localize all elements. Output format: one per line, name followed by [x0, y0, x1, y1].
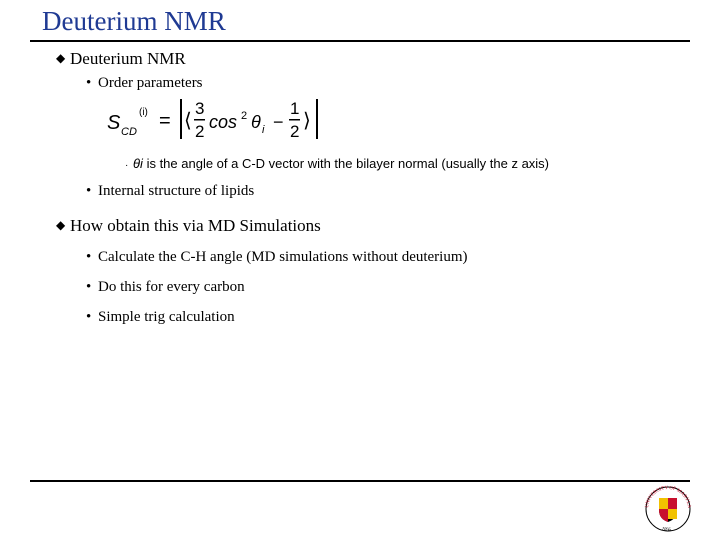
formula-lhs: S — [107, 112, 121, 134]
dot-bullet-icon: • — [86, 309, 92, 325]
fraction2-numerator: 1 — [290, 99, 300, 118]
bullet-text: Deuterium NMR — [70, 49, 186, 68]
bullet-level3 — [125, 157, 549, 171]
fraction2-line — [289, 119, 300, 121]
dot-bullet-icon: • — [86, 279, 92, 295]
small-dot-bullet-icon: · — [125, 160, 129, 171]
bullet-text: How obtain this via MD Simulations — [70, 216, 321, 235]
bullet-text: Do this for every carbon — [98, 279, 245, 295]
bullet-level2 — [86, 250, 468, 265]
bullet-level2 — [86, 280, 245, 295]
theta-symbol: θi — [133, 156, 143, 171]
logo-year: 1856 — [660, 526, 672, 532]
fraction2-denominator: 2 — [290, 122, 300, 141]
dot-bullet-icon: • — [86, 183, 92, 199]
bullet-level2 — [86, 184, 254, 199]
formula-lhs-subscript: CD — [121, 126, 137, 138]
formula-equals: = — [159, 110, 171, 132]
bullet-text: is the angle of a C-D vector with the bilayer normal (usually the z axis) — [142, 156, 550, 171]
bullet-text: Calculate the C-H angle (MD simulations without deuterium) — [98, 249, 468, 265]
bullet-level1 — [56, 50, 186, 67]
abs-bar-left — [180, 99, 182, 139]
abs-bar-right — [316, 99, 318, 139]
bullet-text: Simple trig calculation — [98, 309, 235, 325]
fraction-line — [194, 119, 205, 121]
diamond-bullet-icon: ◆ — [56, 51, 66, 65]
bullet-level2 — [86, 310, 235, 325]
slide-title: Deuterium NMR — [42, 6, 226, 36]
bullet-level1 — [56, 217, 321, 234]
dot-bullet-icon: • — [86, 249, 92, 265]
formula-cos: cos — [209, 112, 238, 132]
university-seal-logo — [640, 482, 696, 532]
fraction-numerator: 3 — [195, 99, 205, 118]
logo-text: UNIVERSITY OF MARYLA — [644, 485, 692, 509]
order-parameter-formula — [105, 95, 325, 145]
formula-minus: − — [273, 112, 284, 132]
formula-exponent: 2 — [241, 110, 248, 122]
title-divider — [30, 40, 690, 42]
diamond-bullet-icon: ◆ — [56, 218, 66, 232]
formula-theta-subscript: i — [262, 124, 265, 136]
bullet-text: Order parameters — [98, 75, 203, 91]
fraction-denominator: 2 — [195, 122, 205, 141]
angle-bracket-right-icon: ⟩ — [303, 110, 311, 132]
bullet-level2 — [86, 76, 203, 91]
footer-divider — [30, 480, 690, 482]
formula-theta: θ — [251, 112, 261, 132]
formula-lhs-superscript: (i) — [139, 107, 148, 118]
bullet-text: Internal structure of lipids — [98, 183, 255, 199]
angle-bracket-left-icon: ⟨ — [184, 110, 192, 132]
dot-bullet-icon: • — [86, 75, 92, 91]
